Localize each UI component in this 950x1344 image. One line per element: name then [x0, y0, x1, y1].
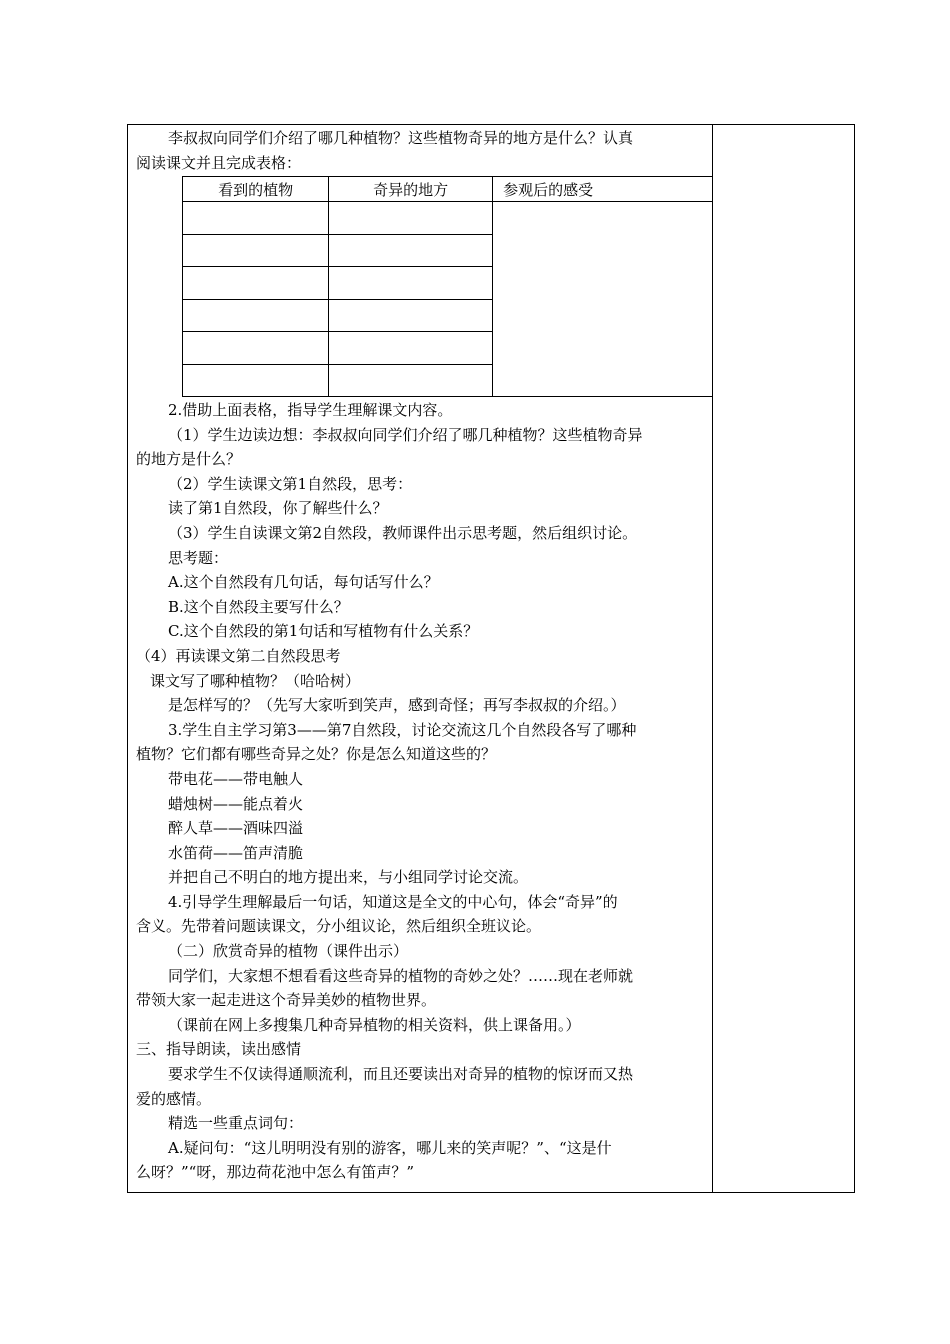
header-strange: 奇异的地方 [329, 177, 493, 202]
feelings-cell[interactable] [493, 202, 713, 397]
body-line: 课文写了哪种植物？（哈哈树） [150, 671, 361, 690]
table-cell[interactable] [183, 267, 329, 300]
table-cell[interactable] [329, 267, 493, 300]
table-cell[interactable] [183, 234, 329, 267]
body-line: 的地方是什么？ [136, 450, 242, 469]
body-line: B.这个自然段主要写什么？ [168, 597, 349, 616]
body-line: 醉人草——酒味四溢 [168, 819, 304, 838]
body-line: 植物？它们都有哪些奇异之处？你是怎么知道这些的？ [136, 745, 497, 764]
plants-table [182, 176, 713, 397]
body-line: 并把自己不明白的地方提出来，与小组同学讨论交流。 [168, 868, 529, 887]
body-line: 水笛荷——笛声清脆 [168, 843, 304, 862]
body-line: （课前在网上多搜集几种奇异植物的相关资料，供上课备用。） [168, 1015, 581, 1034]
body-line: 4.引导学生理解最后一句话，知道这是全文的中心句，体会“奇异”的 [168, 892, 618, 911]
header-feelings: 参观后的感受 [493, 177, 713, 202]
header-plants: 看到的植物 [183, 177, 329, 202]
body-line: 精选一些重点词句： [168, 1114, 304, 1133]
body-line: C.这个自然段的第1句话和写植物有什么关系？ [168, 622, 479, 641]
body-line: （2）学生读课文第1自然段，思考： [168, 474, 413, 493]
intro-line: 李叔叔向同学们介绍了哪几种植物？这些植物奇异的地方是什么？认真 [168, 129, 634, 147]
table-cell[interactable] [329, 202, 493, 235]
body-line: A.疑问句：“这儿明明没有别的游客，哪儿来的笑声呢？”、“这是什 [168, 1138, 612, 1157]
table-cell[interactable] [183, 332, 329, 365]
body-line: 同学们，大家想不想看看这些奇异的植物的奇妙之处？……现在老师就 [168, 966, 634, 985]
body-line: 2.借助上面表格，指导学生理解课文内容。 [168, 401, 453, 419]
table-cell[interactable] [329, 364, 493, 397]
body-line: 是怎样写的？（先写大家听到笑声，感到奇怪；再写李叔叔的介绍。） [168, 696, 626, 715]
table-cell[interactable] [329, 299, 493, 332]
body-line: 三、指导朗读，读出感情 [136, 1040, 302, 1059]
body-line: （1）学生边读边想：李叔叔向同学们介绍了哪几种植物？这些植物奇异 [168, 425, 643, 444]
body-line: 么呀？”“呀，那边荷花池中怎么有笛声？” [136, 1163, 415, 1182]
body-line: 读了第1自然段，你了解些什么？ [168, 499, 388, 518]
body-line: 3.学生自主学习第3——第7自然段，讨论交流这几个自然段各写了哪种 [168, 720, 637, 739]
lesson-body [136, 398, 708, 1185]
table-cell[interactable] [183, 299, 329, 332]
body-line: 爱的感情。 [136, 1089, 212, 1108]
body-line: （3）学生自读课文第2自然段，教师课件出示思考题，然后组织讨论。 [168, 523, 638, 542]
body-line: 思考题： [168, 548, 229, 567]
body-line: 含义。先带着问题读课文，分小组议论，然后组织全班议论。 [136, 917, 542, 936]
body-line: （4）再读课文第二自然段思考 [136, 646, 341, 665]
table-cell[interactable] [329, 332, 493, 365]
intro-paragraph [136, 126, 708, 175]
table-cell[interactable] [329, 234, 493, 267]
body-line: 要求学生不仅读得通顺流利，而且还要读出对奇异的植物的惊讶而又热 [168, 1065, 634, 1084]
body-line: 蜡烛树——能点着火 [168, 794, 304, 813]
table-cell[interactable] [183, 202, 329, 235]
body-line: A.这个自然段有几句话，每句话写什么？ [168, 573, 439, 592]
intro-line: 阅读课文并且完成表格： [136, 153, 302, 172]
body-line: 带电花——带电触人 [168, 769, 304, 788]
body-line: 带领大家一起走进这个奇异美妙的植物世界。 [136, 991, 437, 1010]
body-line: （二）欣赏奇异的植物（课件出示） [168, 942, 409, 961]
table-cell[interactable] [183, 364, 329, 397]
